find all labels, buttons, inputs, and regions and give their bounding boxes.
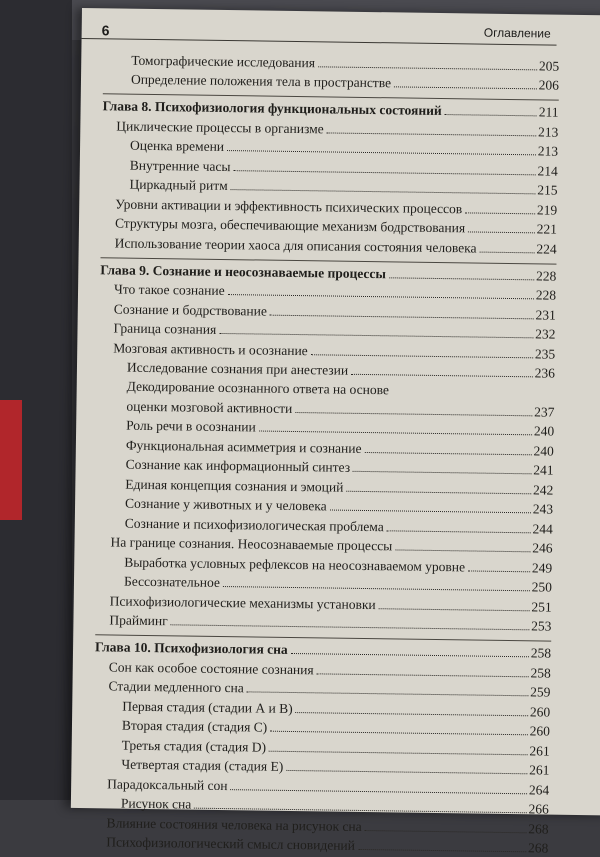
dot-leader <box>223 586 530 591</box>
toc-page-number: 250 <box>531 579 553 595</box>
toc-entry-title: Внутренние часы <box>129 157 231 174</box>
toc-entry-title: Декодирование осознанного ответа на основе <box>126 378 390 398</box>
toc-page-number: 261 <box>529 742 550 759</box>
toc-page-number: 261 <box>529 762 550 778</box>
book-page <box>71 8 600 856</box>
dot-leader <box>365 830 527 833</box>
toc-page-number: 249 <box>531 559 553 576</box>
dot-leader <box>219 333 533 338</box>
toc-entry-title: Использование теории хаоса для описания состояния человека <box>114 234 477 256</box>
dot-leader <box>394 86 537 89</box>
dot-leader <box>317 673 529 677</box>
toc-entry-title: Сознание и психофизиологическая проблема <box>124 515 384 534</box>
toc-entry-title: Циркадный ритм <box>129 176 228 194</box>
toc-page-number: 253 <box>531 618 552 634</box>
toc-entry-title: Сон как особое состояние сознания <box>108 658 314 677</box>
toc-entry-title: Томографические исследования <box>131 52 316 70</box>
toc-entry-title: Четвертая стадия (стадия Е) <box>121 756 284 774</box>
table-of-contents <box>92 48 559 856</box>
red-book-edge <box>0 400 22 520</box>
toc-entry-title: Прайминг <box>109 612 168 629</box>
dot-leader <box>327 132 536 136</box>
dot-leader <box>295 412 532 416</box>
toc-entry-title: Мозговая активность и осознание <box>113 339 308 358</box>
toc-page-number: 228 <box>535 287 557 303</box>
toc-entry-title: Граница сознания <box>113 320 217 337</box>
toc-entry-title: Вторая стадия (стадия С) <box>121 717 268 735</box>
dot-leader <box>270 731 527 736</box>
toc-page-number: 268 <box>528 820 549 837</box>
toc-page-number: 260 <box>529 723 551 739</box>
dot-leader <box>364 451 531 454</box>
dot-leader <box>395 549 530 552</box>
dot-leader <box>379 608 530 611</box>
toc-page-number: 236 <box>534 365 556 381</box>
toc-entry-title: Определение положения тела в пространстве <box>130 71 392 91</box>
toc-page-number: 241 <box>533 462 554 478</box>
toc-entry-title: Стадии медленного сна <box>108 678 244 696</box>
dot-leader <box>330 510 531 514</box>
toc-entry-title: Роль речи в осознании <box>126 417 256 435</box>
toc-page-number: 258 <box>530 645 552 661</box>
toc-page-number: 246 <box>532 540 553 556</box>
toc-entry-title: Рисунок сна <box>120 795 192 812</box>
toc-page-number: 206 <box>538 77 560 93</box>
dot-leader <box>231 189 535 194</box>
dot-leader <box>286 770 527 774</box>
toc-page-number: 266 <box>528 801 549 817</box>
toc-page-number: 213 <box>537 143 559 159</box>
toc-page-number: 215 <box>537 182 558 198</box>
toc-page-number: 242 <box>532 481 554 498</box>
toc-entry-title: Сознание у животных и у человека <box>124 495 327 514</box>
toc-entry-title: Глава 10. Психофизиология сна <box>94 639 288 657</box>
dot-leader <box>270 314 534 319</box>
toc-page-number: 221 <box>536 221 558 237</box>
toc-page-number: 228 <box>535 267 557 284</box>
toc-page-number: 232 <box>535 326 556 342</box>
toc-page-number: 224 <box>536 240 557 257</box>
toc-page-number: 258 <box>530 664 551 681</box>
dot-leader <box>171 624 529 630</box>
toc-entry-title: Первая стадия (стадии А и В) <box>122 698 293 716</box>
dot-leader <box>233 170 535 175</box>
toc-page-number: 251 <box>531 598 552 615</box>
dot-leader <box>318 66 537 70</box>
toc-entry-title: Что такое сознание <box>113 281 225 299</box>
page-header <box>82 16 557 46</box>
toc-page-number: 235 <box>534 345 556 362</box>
toc-page-number: 237 <box>534 403 555 420</box>
toc-entry-title: Циклические процессы в организме <box>116 117 324 136</box>
toc-page-number: 213 <box>537 123 559 140</box>
toc-entry-title: Сознание как информационный синтез <box>125 456 351 475</box>
toc-entry-title: Структуры мозга, обеспечивающие механизм бодрствования <box>114 215 466 236</box>
toc-page-number: 264 <box>528 781 550 798</box>
dot-leader <box>259 431 532 436</box>
toc-entry-title: Единая концепция сознания и эмоций <box>125 476 344 495</box>
toc-entry-title: Уровни активации и эффективность психических процессов <box>115 195 463 216</box>
page-number: 6 <box>101 22 110 39</box>
toc-entry-title: Влияние состояния человека на рисунок сна <box>106 814 362 834</box>
dot-leader <box>468 570 530 572</box>
toc-entry-title: Исследование сознания при анестезии <box>126 359 349 378</box>
dot-leader <box>247 691 528 696</box>
toc-entry-title: Психофизиологический смысл сновидений <box>106 834 356 853</box>
toc-entry-title: Оценка времени <box>129 137 225 154</box>
dot-leader <box>479 251 534 253</box>
dot-leader <box>353 471 531 474</box>
dot-leader <box>228 294 534 299</box>
dot-leader <box>465 212 535 214</box>
toc-entry-title: Парадоксальный сон <box>107 775 228 793</box>
toc-entry-title: Глава 9. Сознание и неосознаваемые процессы <box>100 261 387 281</box>
toc-page-number: 259 <box>530 684 551 700</box>
toc-page-number: 240 <box>533 423 555 439</box>
dot-leader <box>468 231 535 233</box>
toc-entry-title: Бессознательное <box>123 573 221 590</box>
dot-leader <box>346 490 531 494</box>
dot-leader <box>351 374 533 378</box>
toc-page-number: 214 <box>537 162 558 179</box>
dot-leader <box>291 653 529 657</box>
toc-entry-title: Психофизиологические механизмы установки <box>109 592 376 612</box>
dot-leader <box>311 354 533 358</box>
toc-page-number: 231 <box>535 306 556 323</box>
toc-page-number: 260 <box>529 703 551 720</box>
toc-entry-title: Функциональная асимметрия и сознание <box>125 437 362 456</box>
toc-page-number: 211 <box>538 104 559 120</box>
dot-leader <box>227 150 536 155</box>
toc-page-number: 219 <box>536 201 558 218</box>
toc-page-number: 244 <box>532 520 553 537</box>
toc-entry-title: Выработка условных рефлексов на неосознаваемом уровне <box>124 554 466 574</box>
toc-entry-title: На границе сознания. Неосознаваемые процессы <box>110 534 393 554</box>
dot-leader <box>296 712 528 716</box>
dot-leader <box>230 789 526 794</box>
toc-entry-title: Третья стадия (стадия D) <box>121 737 267 755</box>
toc-page-number: 240 <box>533 442 554 459</box>
toc-page-number: 205 <box>538 57 560 74</box>
toc-entry-title: Сознание и бодрствование <box>113 300 268 319</box>
dot-leader <box>445 114 537 116</box>
toc-page-number: 268 <box>527 840 549 856</box>
toc-entry-title: оценки мозговой активности <box>126 398 293 416</box>
dot-leader <box>387 530 531 533</box>
running-title: Оглавление <box>483 25 551 41</box>
toc-page-number: 243 <box>532 501 554 517</box>
toc-entry-title: Глава 8. Психофизиология функциональных состояний <box>102 98 442 119</box>
dot-leader <box>389 277 534 280</box>
dot-leader <box>269 750 527 755</box>
dot-leader <box>358 849 526 852</box>
